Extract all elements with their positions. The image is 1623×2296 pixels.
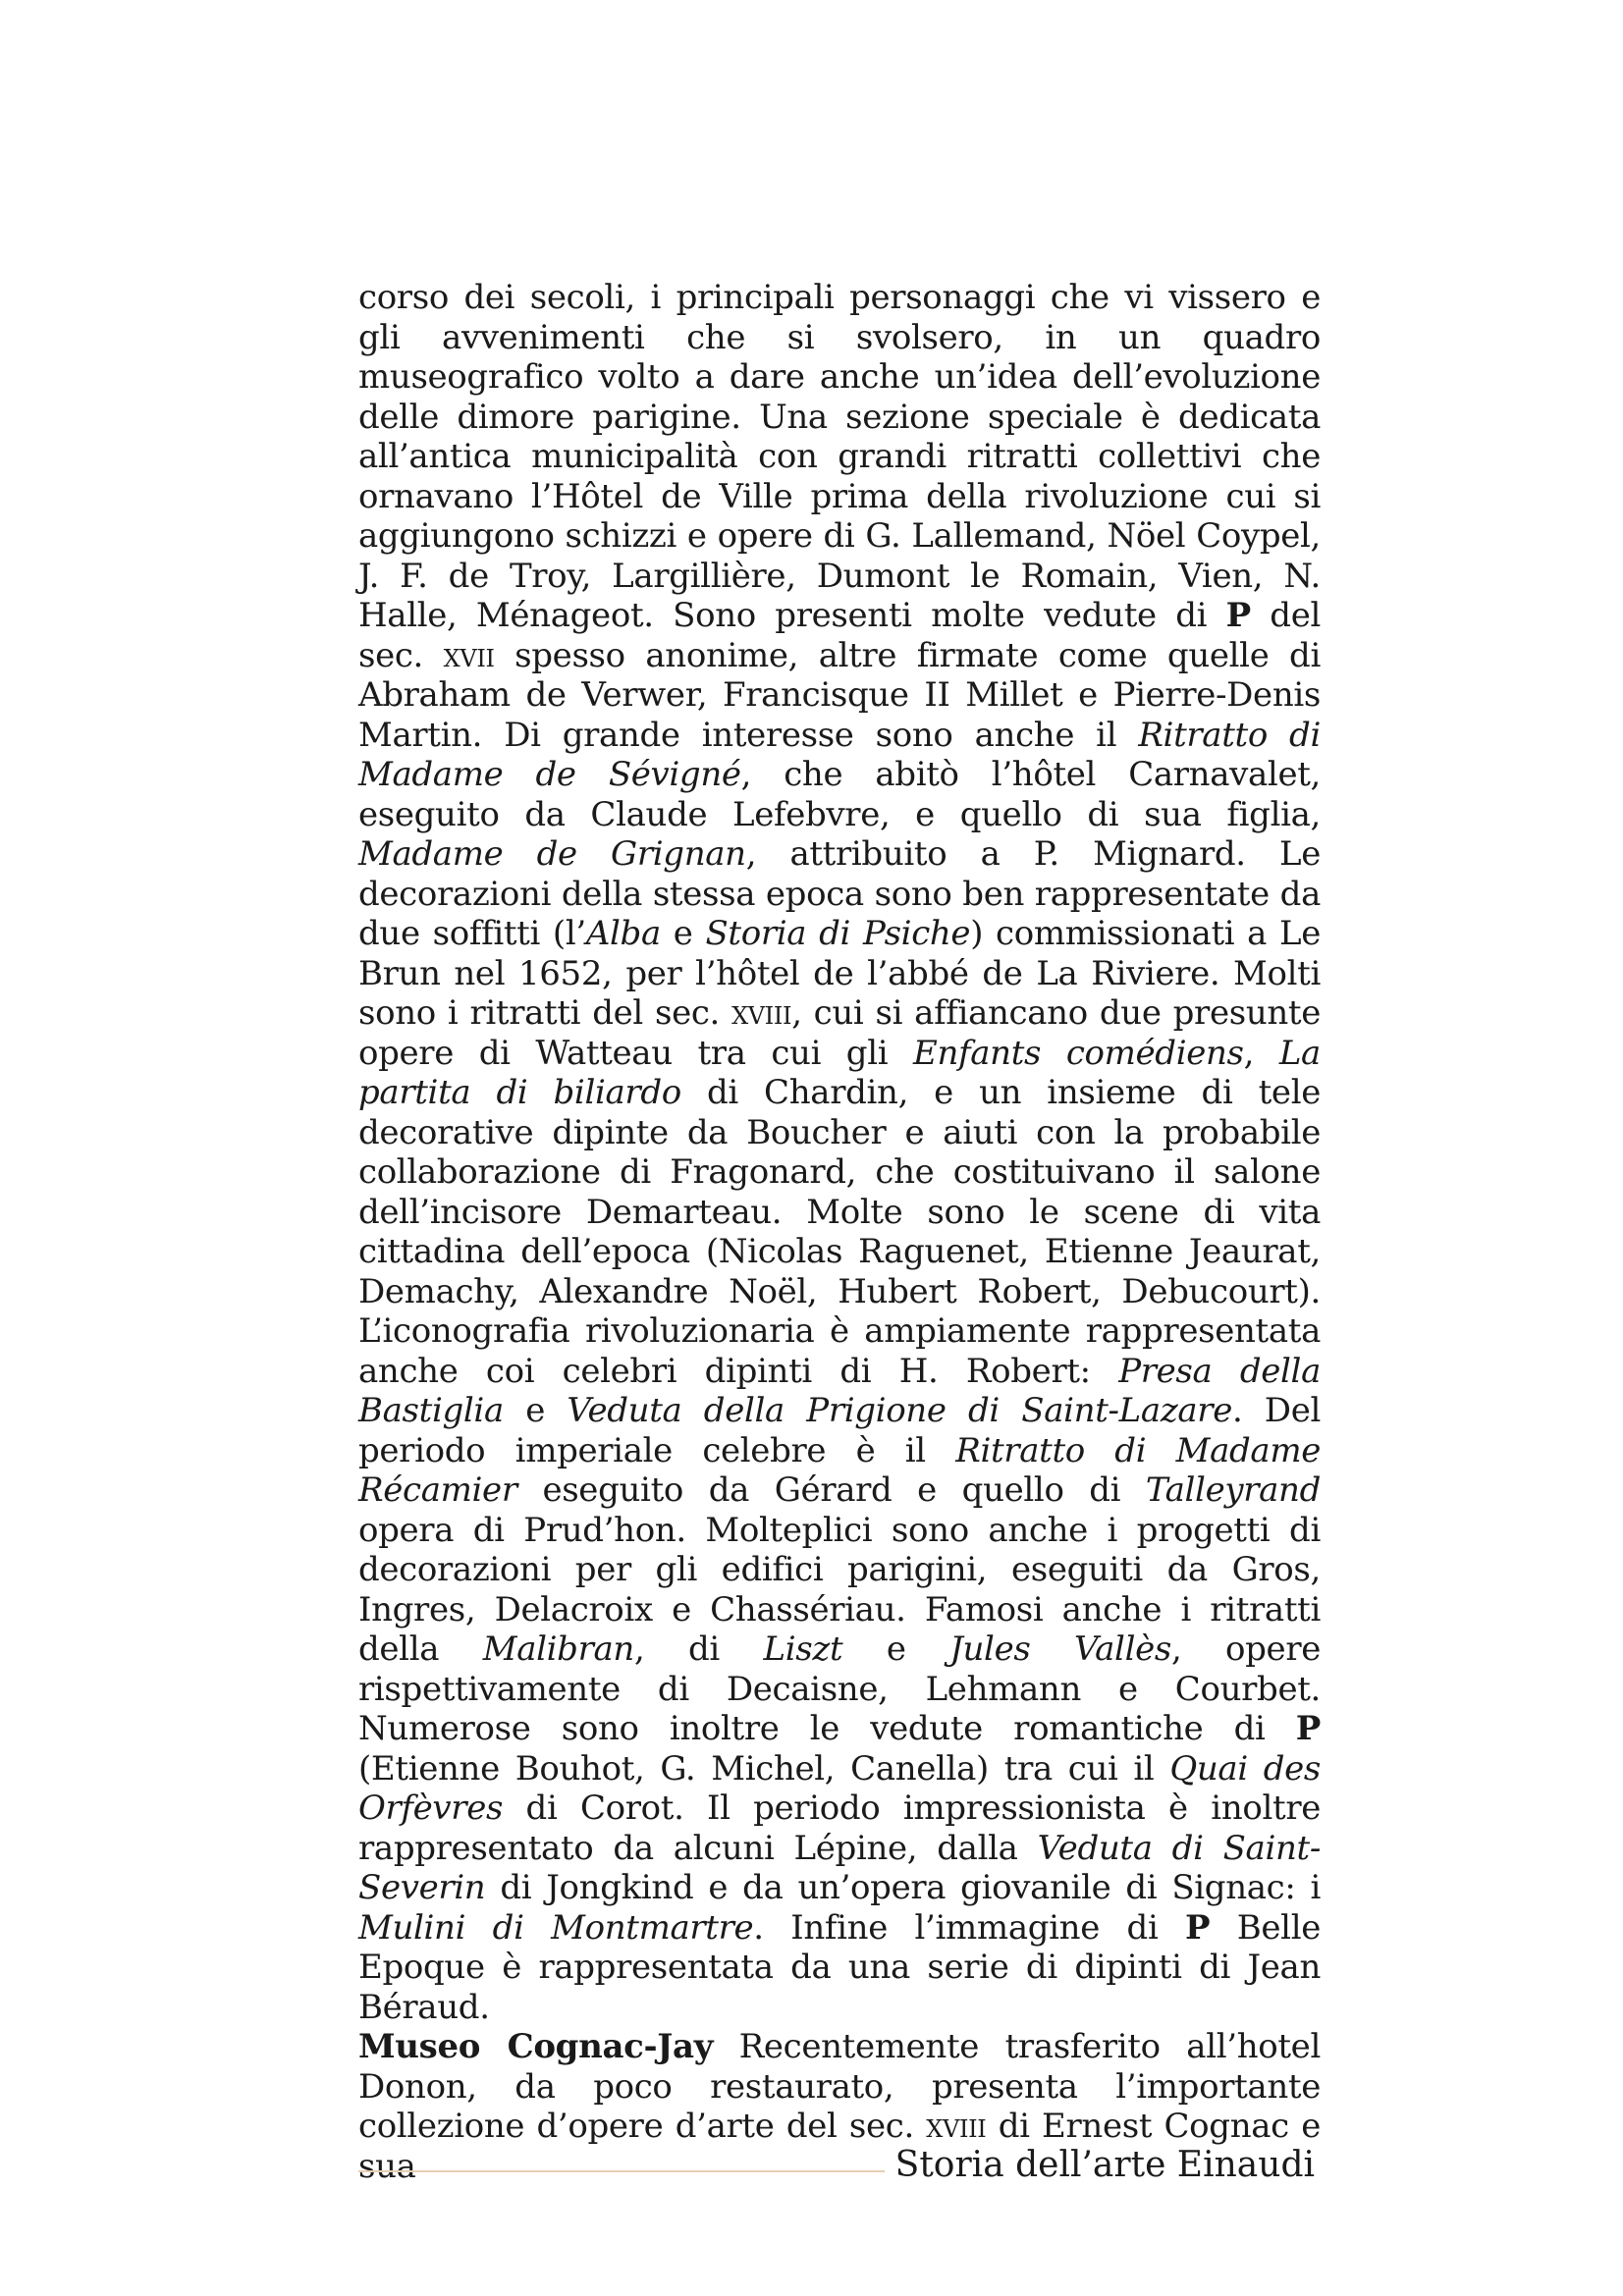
footer-rule — [358, 2170, 885, 2172]
italic-title-run: Jules Vallès — [949, 1629, 1171, 1669]
text-run: e — [842, 1629, 950, 1669]
century-numeral: xviii — [926, 2107, 987, 2146]
italic-title-run: Veduta di Saint-Severin — [358, 1828, 1321, 1907]
text-run: e — [660, 914, 706, 953]
text-run: eseguito da Gérard e quello di — [516, 1470, 1146, 1510]
italic-title-run: Mulini di Montmartre — [358, 1907, 754, 1948]
text-run: , opere rispettivamente di Decaisne, Lehmann e Courbet. Numerose sono inoltre le vedute romantiche di — [358, 1629, 1321, 1748]
text-run: Recentemente trasferito all’hotel Donon, da poco restaurato, presenta l’importante collezione d’opere d’arte del sec. — [358, 2027, 1321, 2146]
text-run: di Jongkind e da un’opera giovanile di Signac: i — [485, 1868, 1321, 1907]
text-run: opera di Prud’hon. Molteplici sono anche i progetti di decorazioni per gli edifici parigini, eseguiti da Gros, Ingres, Delacroix e Chassériau. Famosi anche i ritratti della — [358, 1510, 1321, 1669]
italic-title-run: La partita di biliardo — [358, 1033, 1321, 1112]
bold-run: P — [1185, 1907, 1211, 1948]
italic-title-run: Veduta della Prigione di Saint-Lazare — [567, 1391, 1232, 1430]
text-run: di Ernest Cognac e sua — [358, 2107, 1321, 2186]
footer-title: Storia dell’arte Einaudi — [894, 2145, 1315, 2185]
italic-title-run: Alba — [585, 914, 661, 953]
text-run: , cui si affiancano due presunte opere di Watteau tra cui gli — [358, 993, 1321, 1073]
text-run: . Infine l’immagine di — [753, 1907, 1186, 1948]
italic-title-run: Ritratto di Madame Récamier — [358, 1430, 1322, 1510]
text-run: , che abitò l’hôtel Carnavalet, eseguito da Claude Lefebvre, e quello di sua figlia, — [358, 755, 1321, 834]
bold-run: P — [1225, 596, 1251, 635]
text-run: di Corot. Il periodo impressionista è inoltre rappresentato da alcuni Lépine, dalla — [358, 1789, 1321, 1868]
century-numeral: xvii — [443, 635, 495, 675]
text-run: del sec. — [358, 596, 1321, 675]
italic-title-run: Malibran — [482, 1629, 634, 1669]
italic-title-run: Presa della Bastiglia — [358, 1351, 1321, 1430]
italic-title-run: Storia di Psiche — [705, 914, 971, 953]
italic-title-run: Enfants comédiens — [912, 1033, 1244, 1073]
text-run: di Chardin, e un insieme di tele decorative dipinte da Boucher e aiuti con la probabile collaborazione di Fragonard, che costituivano il salone dell’incisore Demarteau. Molte sono le scene di vita cittadina dell’epoca (Nicolas Raguenet, Etienne Jeaurat, Demachy, Alexandre Noël, Hubert Robert, Debucourt). L’iconografia rivoluzionaria è ampiamente rappresentata anche coi celebri dipinti di H. Robert: — [358, 1073, 1321, 1391]
text-run: (Etienne Bouhot, G. Michel, Canella) tra cui il — [358, 1748, 1170, 1789]
bold-run: Museo Cognac-Jay — [358, 2027, 714, 2066]
italic-title-run: Madame de Grignan — [358, 834, 746, 874]
text-run: e — [503, 1391, 568, 1430]
text-run: ) commissionati a Le Brun nel 1652, per l’hôtel de l’abbé de La Riviere. Molti sono i ritratti del sec. — [358, 914, 1322, 1033]
italic-title-run: Liszt — [763, 1629, 843, 1669]
century-numeral: xviii — [731, 993, 792, 1033]
italic-title-run: Ritratto di Madame de Sévigné — [358, 715, 1321, 794]
text-run: spesso anonime, altre firmate come quelle di Abraham de Verwer, Francisque II Millet e Pierre-Denis Martin. Di grande interesse sono anche il — [358, 635, 1321, 755]
text-run: , attribuito a P. Mignard. Le decorazioni della stessa epoca sono ben rappresentate da due soffitti (l’ — [358, 834, 1321, 953]
bold-run: P — [1295, 1709, 1321, 1748]
text-run: corso dei secoli, i principali personaggi che vi vissero e gli avvenimenti che si svolsero, in un quadro museografico volto a dare anche un’idea dell’evoluzione delle dimore parigine. Una sezione speciale è dedicata all’antica municipalità con grandi ritratti collettivi che ornavano l’Hôtel de Ville prima della rivoluzione cui si aggiungono schizzi e opere di G. Lallemand, Nöel Coypel, J. F. de Troy, Largillière, Dumont le Romain, Vien, N. Halle, Ménageot. Sono presenti molte vedute di — [358, 278, 1321, 635]
text-run: , di — [633, 1629, 764, 1669]
paragraph — [358, 278, 1321, 2027]
body-text — [358, 278, 1321, 2186]
text-run: , — [1243, 1033, 1279, 1073]
italic-title-run: Quai des Orfèvres — [358, 1748, 1321, 1828]
italic-title-run: Talleyrand — [1145, 1470, 1321, 1510]
text-run: . Del periodo imperiale celebre è il — [358, 1391, 1322, 1470]
text-run: Belle Epoque è rappresentata da una serie di dipinti di Jean Béraud. — [358, 1907, 1321, 2027]
